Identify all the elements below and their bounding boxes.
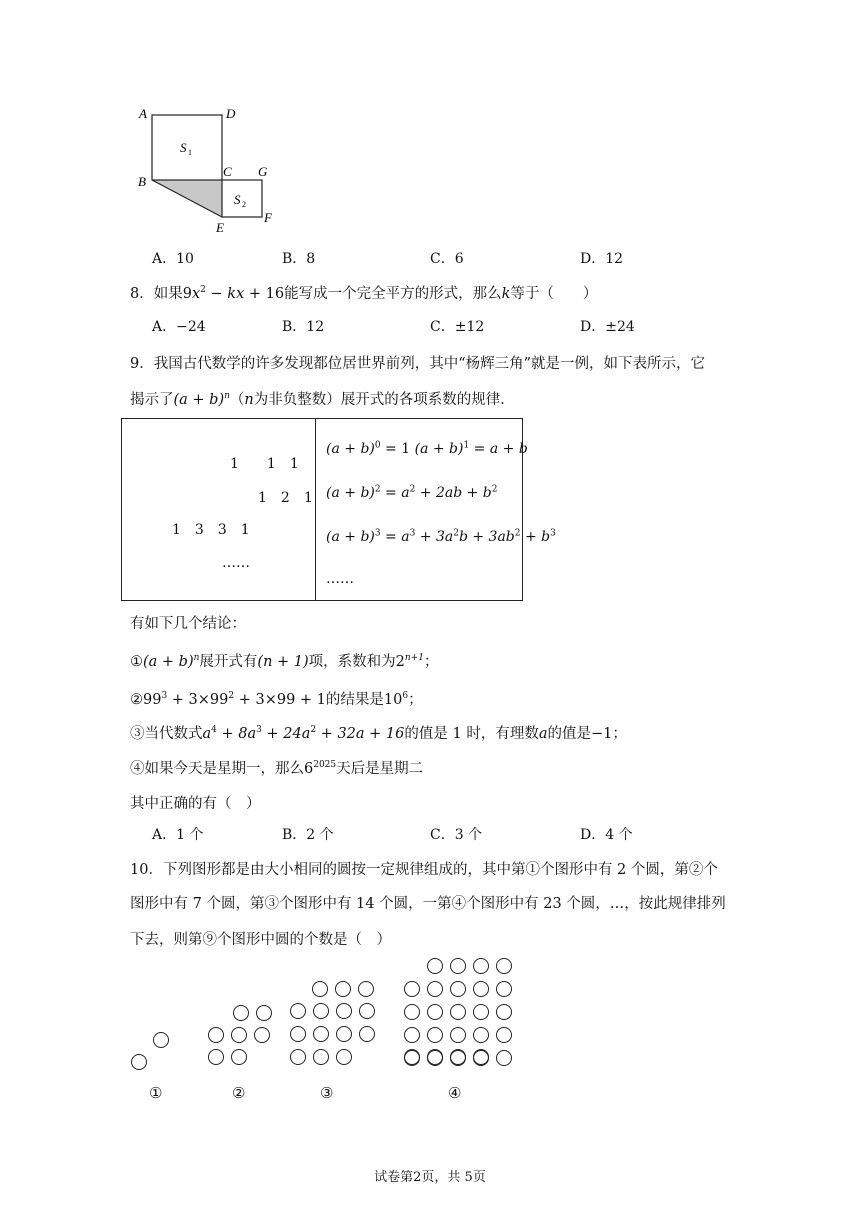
q7-option-c: C．6: [430, 251, 464, 267]
triangle-row-1: 1 1 1: [230, 456, 299, 472]
pattern-circle: [496, 1050, 512, 1066]
label-e: E: [216, 220, 224, 235]
q10-line2: 图形中有 7 个圆，第③个图形中有 14 个圆，一第④个图形中有 23 个圆，…，按此规律排列: [130, 896, 726, 912]
expansion-row-1: $(a + b)^0 = 1$ $(a + b)^1 = a + b$: [326, 440, 528, 457]
pattern-circle: [427, 981, 443, 997]
pattern-circle: [450, 1004, 466, 1020]
pattern-circle: [496, 1027, 512, 1043]
pattern-circle: [131, 1054, 147, 1070]
q9-conclusion-3: ③当代数式$a^4 + 8a^3 + 24a^2 + 32a + 16$的值是 1 时，有理数a的值是−1；: [130, 725, 627, 742]
pattern-circle: [290, 1049, 306, 1065]
pattern-circle: [254, 1027, 270, 1043]
pattern-circle: [496, 958, 512, 974]
pattern-circle: [404, 981, 420, 997]
pattern-circle: [153, 1032, 169, 1048]
pattern-circle: [256, 1005, 272, 1021]
pattern-circle: [404, 1027, 420, 1043]
pattern-circle: [404, 1004, 420, 1020]
label-s2-sub: 2: [242, 200, 246, 209]
expansion-row-3: $(a + b)^3 = a^3 + 3a^2b + 3ab^2 + b^3$: [326, 528, 556, 545]
label-a: A: [139, 106, 147, 121]
pattern-circle: [336, 1003, 352, 1019]
triangle-dots: ……: [222, 555, 250, 571]
pattern-circle: [473, 958, 489, 974]
pattern-circle: [450, 981, 466, 997]
pattern-circle: [359, 1026, 375, 1042]
pattern-circle: [473, 981, 489, 997]
pattern-circle: [473, 1049, 489, 1065]
label-g: G: [258, 164, 268, 179]
pattern-circle: [427, 1027, 443, 1043]
fig-label-1: ①: [149, 1084, 163, 1102]
q9-line1: 9．我国古代数学的许多发现都位居世界前列，其中“杨辉三角”就是一例，如下表所示，它: [130, 356, 706, 372]
pattern-circle: [450, 1049, 466, 1065]
pattern-circle: [358, 981, 374, 997]
q9-option-c: C．3 个: [430, 827, 483, 843]
q9-option-a: A．1 个: [152, 827, 204, 843]
q9-conclusion-2: $②99^3 + 3\times 99^2 + 3\times 99 + 1$的结果是$10^6$；: [130, 691, 423, 708]
fig-label-4: ④: [448, 1084, 462, 1102]
triangle-row-3: 1 3 3 1: [172, 522, 250, 538]
pattern-circle: [313, 1049, 329, 1065]
q7-option-b: B．8: [282, 251, 316, 267]
triangle-row-2: 1 2 1: [258, 490, 313, 506]
pattern-circle: [404, 1049, 420, 1065]
pattern-circle: [233, 1005, 249, 1021]
pattern-circle: [208, 1049, 224, 1065]
expansion-row-2: $(a + b)^2 = a^2 + 2ab + b^2$: [326, 484, 498, 501]
q9-conclusion-4: ④如果今天是星期一，那么$6^{2025}$天后是星期二: [130, 760, 424, 777]
pattern-circle: [450, 958, 466, 974]
q9-intro: 有如下几个结论：: [130, 616, 246, 632]
q9-conclusion-1: ①(a + b)$^n$展开式有(n + 1)项，系数和为$2^{n+1}$；: [130, 653, 439, 670]
q9-line2: 揭示了$(a + b)^n(n$为非负整数）展开式的各项系数的规律．: [130, 391, 515, 408]
q8-option-d: D．±24: [580, 319, 635, 335]
pattern-circle: [473, 1004, 489, 1020]
pattern-circle: [335, 981, 351, 997]
pattern-circle: [336, 1026, 352, 1042]
pattern-circle: [427, 958, 443, 974]
pattern-circle: [290, 1026, 306, 1042]
q8-option-a: A．−24: [152, 319, 206, 335]
pattern-circle: [496, 1004, 512, 1020]
pattern-circle: [336, 1049, 352, 1065]
q9-question: 其中正确的有（ ）: [130, 796, 261, 812]
pattern-circle: [427, 1004, 443, 1020]
q7-option-d: D．12: [580, 251, 624, 267]
pattern-circle: [231, 1049, 247, 1065]
label-s1: S: [180, 140, 187, 155]
pattern-circle: [313, 1003, 329, 1019]
pattern-circle: [427, 1049, 443, 1065]
label-f: F: [264, 210, 272, 225]
label-c: C: [223, 164, 232, 179]
q7-option-a: A．10: [152, 251, 194, 267]
q9-option-b: B．2 个: [282, 827, 334, 843]
pattern-circle: [450, 1027, 466, 1043]
label-d: D: [226, 106, 236, 121]
q10-line1: 10．下列图形都是由大小相同的圆按一定规律组成的，其中第①个图形中有 2 个圆，第②个: [130, 862, 718, 878]
q10-line3: 下去，则第⑨个图形中圆的个数是（ ）: [130, 932, 391, 948]
page-footer: 试卷第2页，共 5页: [374, 1170, 486, 1185]
q8-option-c: C．±12: [430, 319, 485, 335]
pattern-circle: [313, 1026, 329, 1042]
pattern-circle: [496, 981, 512, 997]
q8-stem: 8．如果$9x^2$ − kx + 16能写成一个完全平方的形式，那么k等于（ ）: [130, 285, 598, 302]
pattern-circle: [473, 1027, 489, 1043]
fig-label-3: ③: [320, 1084, 334, 1102]
pattern-circle: [290, 1003, 306, 1019]
expansion-dots: ……: [326, 571, 354, 587]
label-s2: S: [234, 192, 241, 207]
label-s1-sub: 1: [188, 148, 192, 157]
pattern-circle: [208, 1027, 224, 1043]
pattern-circle: [359, 1003, 375, 1019]
q9-option-d: D．4 个: [580, 827, 633, 843]
q8-option-b: B．12: [282, 319, 325, 335]
label-b: B: [138, 174, 146, 189]
pattern-circle: [231, 1027, 247, 1043]
pattern-circle: [312, 981, 328, 997]
fig-label-2: ②: [232, 1084, 246, 1102]
